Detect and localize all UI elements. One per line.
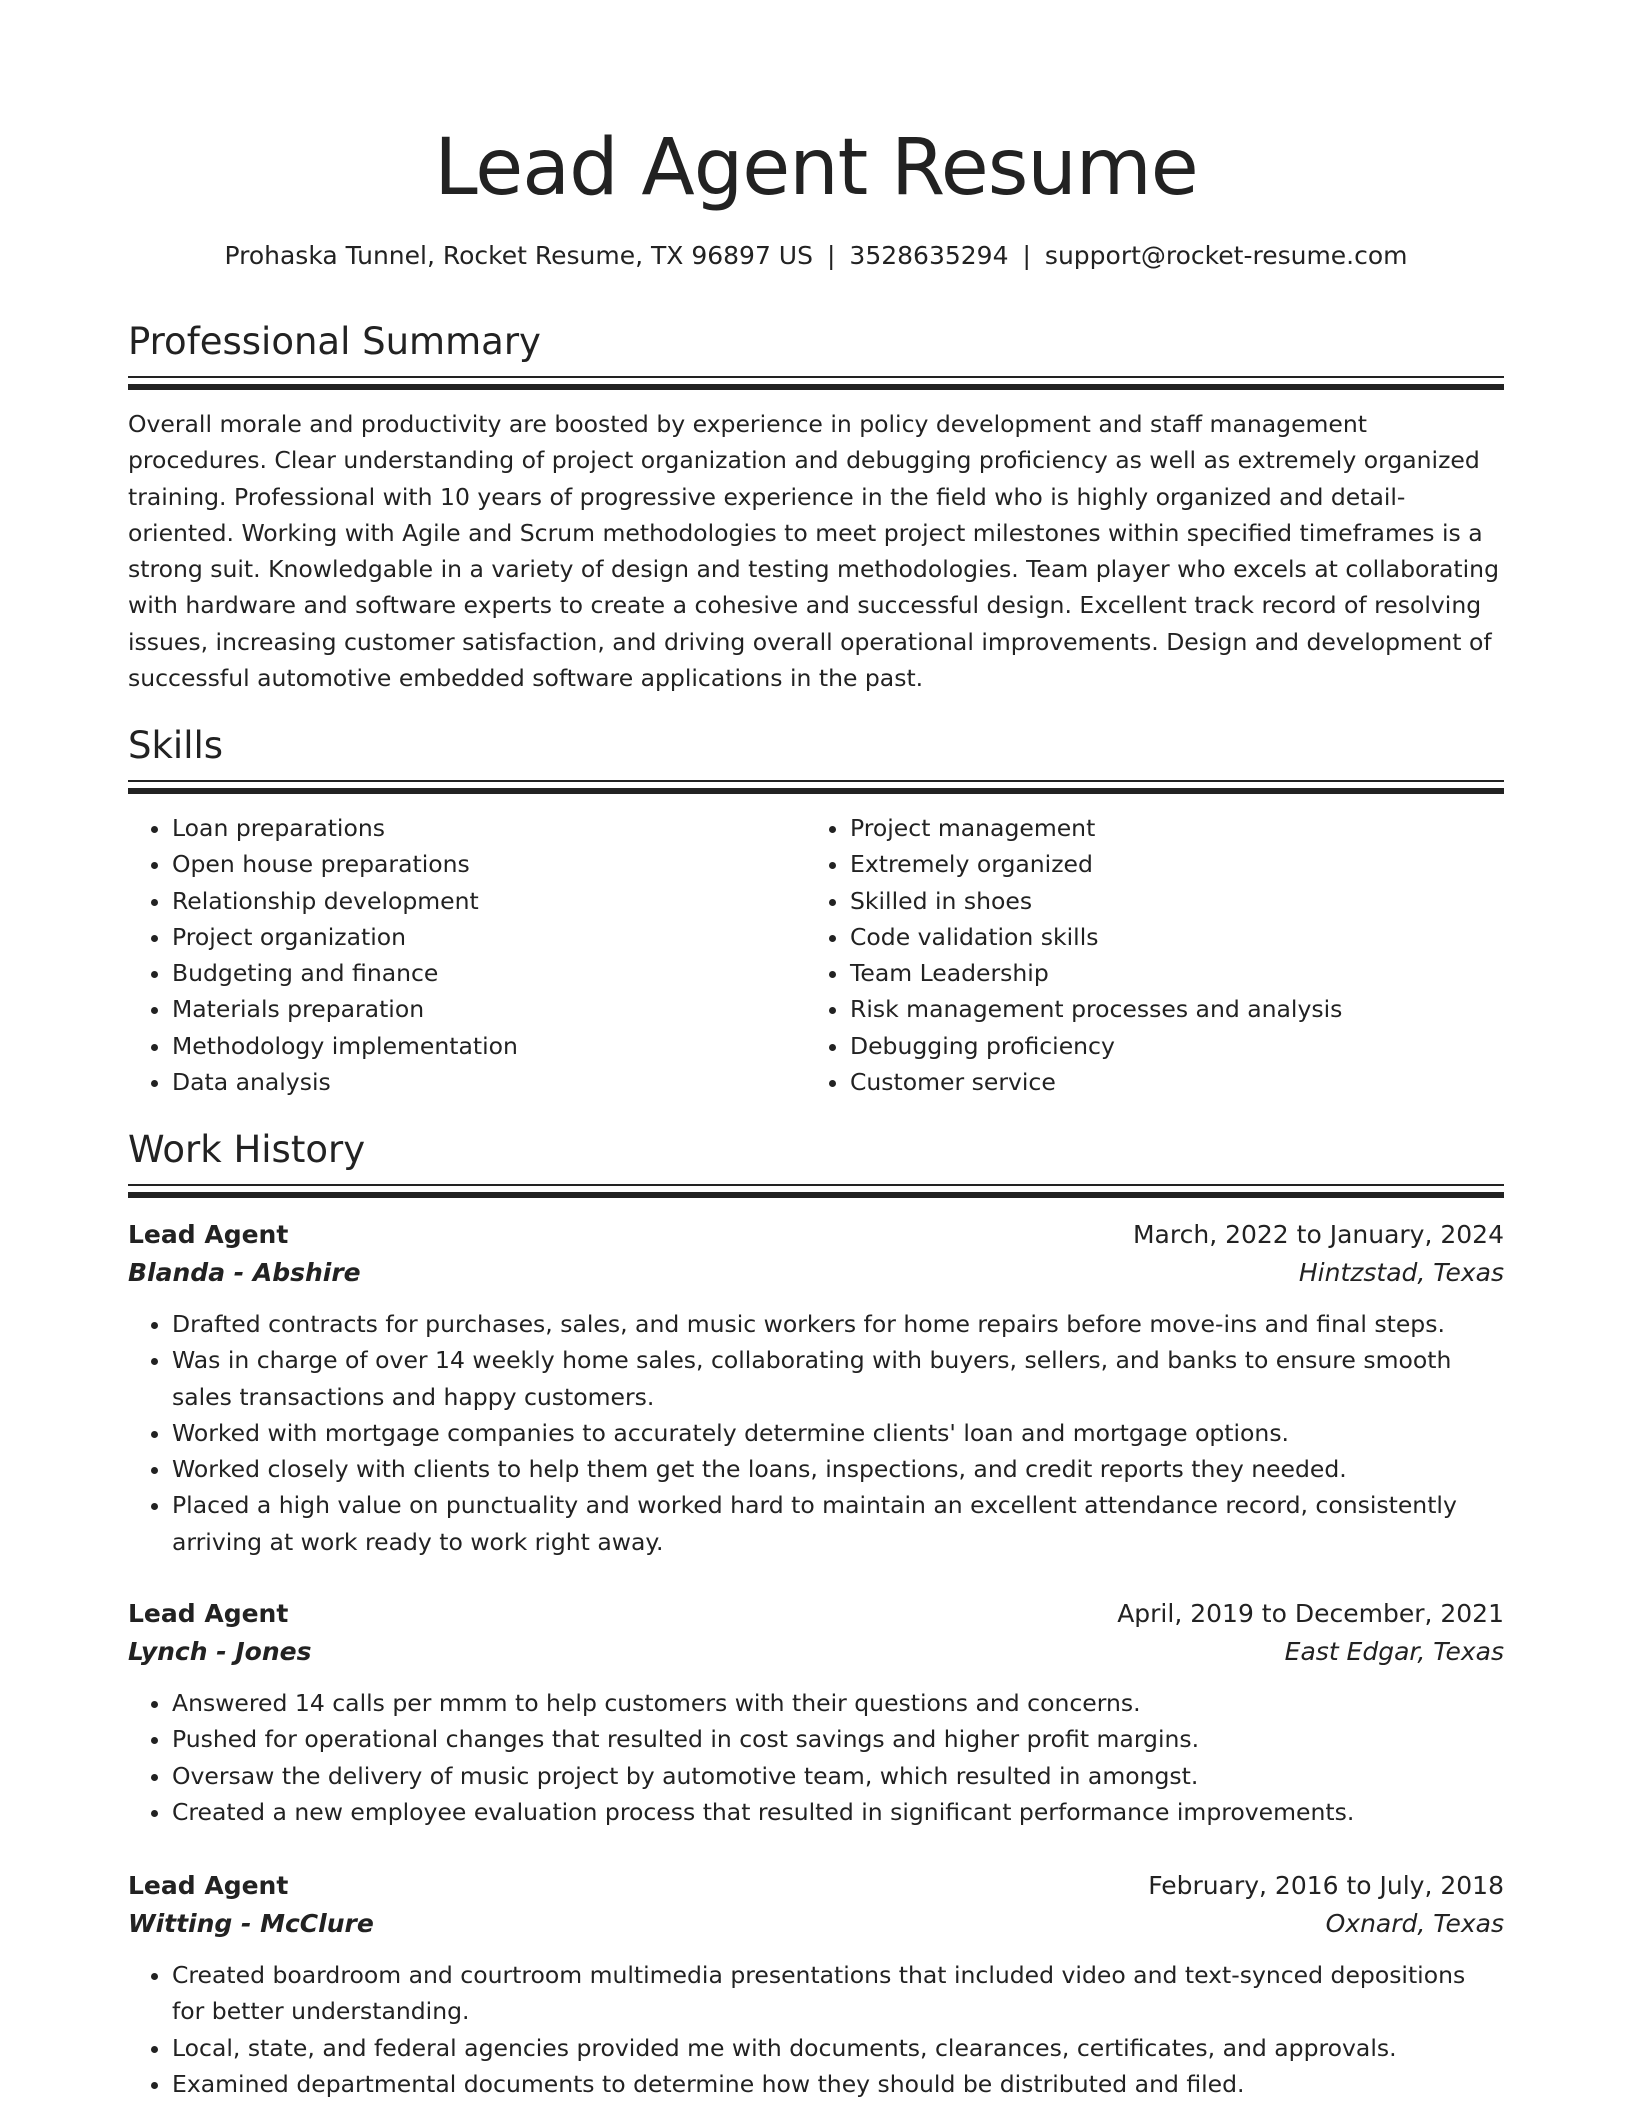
skill-item: • Skilled in shoes xyxy=(850,883,1484,919)
job-entry xyxy=(128,1216,1504,1560)
skill-item: • Methodology implementation xyxy=(172,1028,806,1064)
section-divider xyxy=(128,780,1504,782)
job-entry xyxy=(128,1595,1504,1830)
job-title: Lead Agent xyxy=(128,1220,289,1249)
summary-heading: Professional Summary xyxy=(128,320,541,363)
skill-item: • Extremely organized xyxy=(850,846,1484,882)
skill-item: • Budgeting and finance xyxy=(172,955,806,991)
skills-heading: Skills xyxy=(128,724,224,767)
job-bullet: • Examined departmental documents to determine how they should be distributed and filed. xyxy=(172,2066,1504,2102)
job-title: Lead Agent xyxy=(128,1871,289,1900)
job-bullet: • Drafted contracts for purchases, sales, and music workers for home repairs before move-ins and final steps. xyxy=(172,1306,1504,1342)
job-bullet: • Answered 14 calls per mmm to help customers with their questions and concerns. xyxy=(172,1685,1504,1721)
page-title: Lead Agent Resume xyxy=(434,123,1198,213)
skill-item: • Open house preparations xyxy=(172,846,806,882)
summary-text: Overall morale and productivity are boosted by experience in policy development and staff management procedures. Clear understanding of project organization and debugging proficiency as well as extremely organized training. Professional with 10 years of progressive experience in the field who is highly organized and detail-oriented. Working with Agile and Scrum methodologies to meet project milestones within specified timeframes is a strong suit. Knowledgable in a variety of design and testing methodologies. Team player who excels at collaborating with hardware and software experts to create a cohesive and successful design. Excellent track record of resolving issues, increasing customer satisfaction, and driving overall operational improvements. Design and development of successful automotive embedded software applications in the past. xyxy=(128,410,1499,693)
contact-separator: | xyxy=(1022,241,1031,270)
job-bullet: • Local, state, and federal agencies provided me with documents, clearances, certificates, and approvals. xyxy=(172,2030,1504,2066)
job-company: Lynch - Jones xyxy=(128,1637,312,1666)
contact-address: Prohaska Tunnel, Rocket Resume, TX 96897 US xyxy=(224,241,813,270)
job-bullets xyxy=(128,1957,1504,2102)
job-bullet: • Oversaw the delivery of music project by automotive team, which resulted in amongst. xyxy=(172,1758,1504,1794)
skill-item: • Project organization xyxy=(172,919,806,955)
section-divider xyxy=(128,788,1504,794)
contact-line xyxy=(128,238,1504,274)
job-bullets xyxy=(128,1306,1504,1560)
job-location: East Edgar, Texas xyxy=(1284,1637,1504,1666)
section-divider xyxy=(128,384,1504,390)
job-dates: February, 2016 to July, 2018 xyxy=(1148,1871,1504,1900)
job-bullet: • Placed a high value on punctuality and worked hard to maintain an excellent attendance record, consistently arriving at work ready to work right away. xyxy=(172,1487,1504,1560)
job-entry xyxy=(128,1867,1504,2102)
skill-item: • Code validation skills xyxy=(850,919,1484,955)
skill-item: • Team Leadership xyxy=(850,955,1484,991)
job-bullet: • Created boardroom and courtroom multimedia presentations that included video and text-synced depositions for better understanding. xyxy=(172,1957,1504,2030)
skill-item: • Risk management processes and analysis xyxy=(850,991,1484,1027)
job-bullet: • Worked closely with clients to help them get the loans, inspections, and credit reports they needed. xyxy=(172,1451,1504,1487)
job-bullet: • Was in charge of over 14 weekly home sales, collaborating with buyers, sellers, and banks to ensure smooth sales transactions and happy customers. xyxy=(172,1342,1504,1415)
skill-item: • Materials preparation xyxy=(172,991,806,1027)
job-company: Witting - McClure xyxy=(128,1909,374,1938)
job-location: Hintzstad, Texas xyxy=(1298,1258,1504,1287)
skill-item: • Relationship development xyxy=(172,883,806,919)
skill-item: • Customer service xyxy=(850,1064,1484,1100)
job-bullet: • Pushed for operational changes that resulted in cost savings and higher profit margins. xyxy=(172,1721,1504,1757)
contact-email[interactable]: support@rocket-resume.com xyxy=(1044,241,1408,270)
work-section-header xyxy=(128,1126,1504,1198)
job-bullets xyxy=(128,1685,1504,1830)
job-dates: March, 2022 to January, 2024 xyxy=(1132,1220,1504,1249)
job-dates: April, 2019 to December, 2021 xyxy=(1117,1599,1504,1628)
contact-phone: 3528635294 xyxy=(849,241,1009,270)
section-divider xyxy=(128,376,1504,378)
skill-item: • Debugging proficiency xyxy=(850,1028,1484,1064)
skill-item: • Project management xyxy=(850,810,1484,846)
skills-section-header xyxy=(128,722,1504,794)
skills-column-left xyxy=(128,810,806,1100)
section-divider xyxy=(128,1184,1504,1186)
summary-section-header xyxy=(128,318,1504,390)
skills-list xyxy=(128,810,1504,1100)
contact-separator: | xyxy=(826,241,836,270)
skill-item: • Loan preparations xyxy=(172,810,806,846)
work-heading: Work History xyxy=(128,1128,366,1171)
job-location: Oxnard, Texas xyxy=(1325,1909,1504,1938)
section-divider xyxy=(128,1192,1504,1198)
job-company: Blanda - Abshire xyxy=(128,1258,361,1287)
job-bullet: • Worked with mortgage companies to accurately determine clients' loan and mortgage options. xyxy=(172,1415,1504,1451)
job-bullet: • Created a new employee evaluation process that resulted in significant performance improvements. xyxy=(172,1794,1504,1830)
job-title: Lead Agent xyxy=(128,1599,289,1628)
skills-column-right xyxy=(806,810,1484,1100)
skill-item: • Data analysis xyxy=(172,1064,806,1100)
